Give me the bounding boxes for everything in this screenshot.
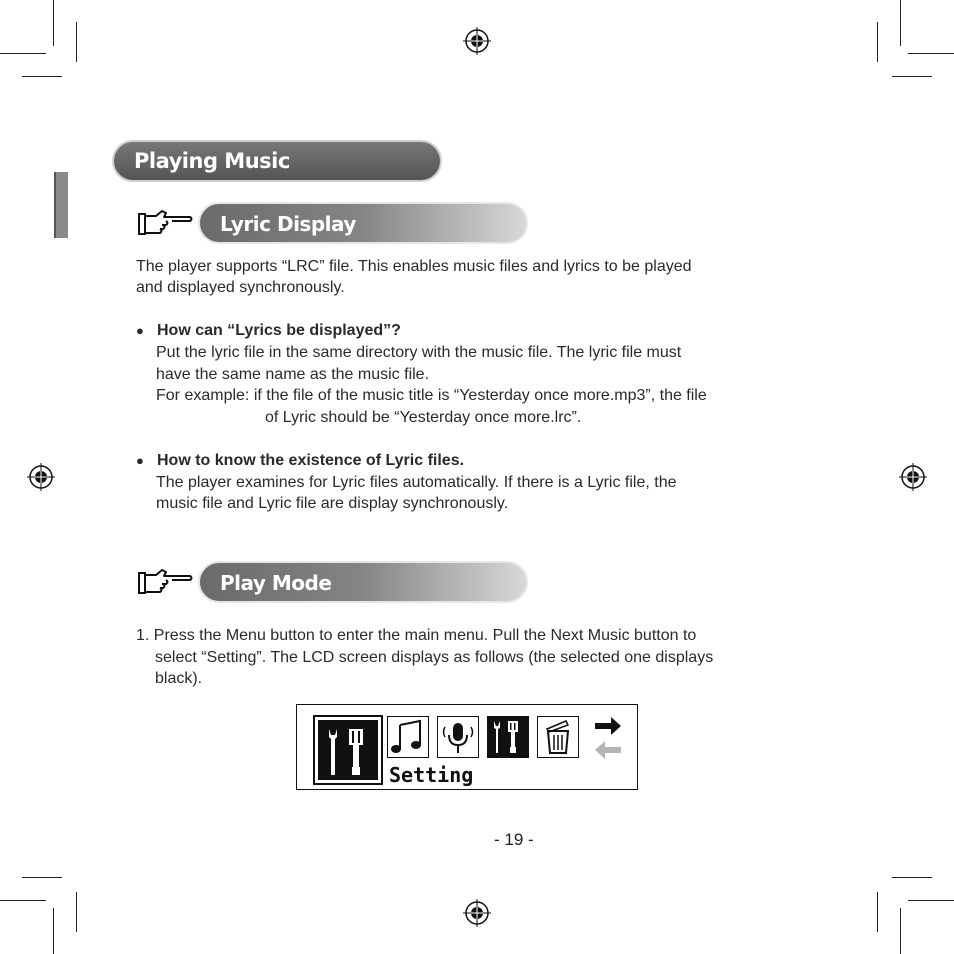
crop-mark xyxy=(900,0,901,46)
crop-mark xyxy=(877,892,878,932)
section-title: Playing Music xyxy=(134,149,290,173)
crop-mark xyxy=(53,908,54,954)
crop-mark xyxy=(0,53,46,54)
section-header xyxy=(112,140,442,182)
paragraph-line: The player examines for Lyric files automatically. If there is a Lyric file, the xyxy=(156,474,677,491)
bullet: ● xyxy=(136,323,144,338)
play-mode-title: Play Mode xyxy=(220,571,332,595)
page-number: - 19 - xyxy=(494,830,534,849)
crop-mark xyxy=(22,877,62,878)
crop-mark xyxy=(908,53,954,54)
paragraph-line: Put the lyric file in the same directory with the music file. The lyric file must xyxy=(156,344,682,361)
step-line: black). xyxy=(155,670,203,687)
settings-icon xyxy=(487,716,529,758)
registration-mark-icon xyxy=(27,463,55,491)
pointing-hand-icon xyxy=(136,208,194,238)
crop-mark xyxy=(0,900,46,901)
settings-icon xyxy=(313,715,383,785)
crop-mark xyxy=(892,877,932,878)
bullet: ● xyxy=(136,453,144,468)
microphone-icon xyxy=(437,716,479,758)
arrow-right-icon xyxy=(593,715,623,737)
paragraph-line: The player supports “LRC” file. This enables music files and lyrics to be played xyxy=(136,258,692,275)
paragraph-line: music file and Lyric file are display synchronously. xyxy=(156,495,509,512)
crop-mark xyxy=(908,900,954,901)
registration-mark-icon xyxy=(463,27,491,55)
crop-mark xyxy=(76,22,77,62)
question-heading: How can “Lyrics be displayed”? xyxy=(157,322,401,339)
paragraph-line: have the same name as the music file. xyxy=(156,366,430,383)
registration-mark-icon xyxy=(463,899,491,927)
lyric-display-title: Lyric Display xyxy=(220,212,356,236)
arrow-left-icon xyxy=(593,739,623,761)
pointing-hand-icon xyxy=(136,567,194,597)
trash-icon xyxy=(537,716,579,758)
lcd-label: Setting xyxy=(389,763,474,787)
crop-mark xyxy=(22,76,62,77)
play-mode-header xyxy=(198,561,528,603)
lcd-screen xyxy=(296,704,638,790)
step-line: select “Setting”. The LCD screen displays as follows (the selected one displays xyxy=(155,649,714,666)
crop-mark xyxy=(53,0,54,46)
paragraph-line: For example: if the file of the music title is “Yesterday once more.mp3”, the file xyxy=(156,387,707,404)
crop-mark xyxy=(892,76,932,77)
lyric-display-header xyxy=(198,202,528,244)
crop-mark xyxy=(76,892,77,932)
side-tab xyxy=(54,172,68,238)
paragraph-line: and displayed synchronously. xyxy=(136,279,345,296)
step-line: 1. Press the Menu button to enter the main menu. Pull the Next Music button to xyxy=(136,627,697,644)
registration-mark-icon xyxy=(899,463,927,491)
crop-mark xyxy=(900,908,901,954)
crop-mark xyxy=(877,22,878,62)
question-heading: How to know the existence of Lyric files. xyxy=(157,452,465,469)
paragraph-line: of Lyric should be “Yesterday once more.lrc”. xyxy=(265,409,582,426)
music-note-icon xyxy=(387,716,429,758)
